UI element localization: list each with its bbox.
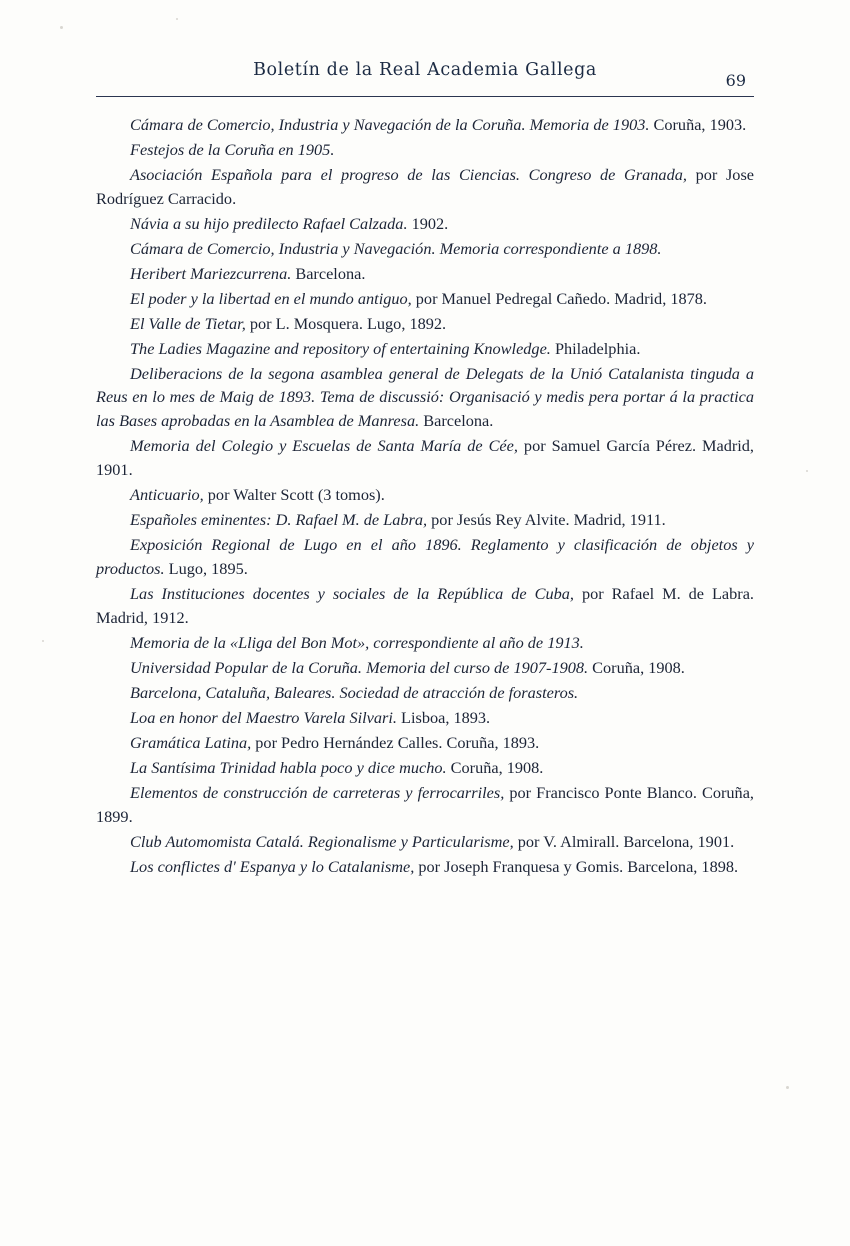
scan-speck (60, 26, 63, 29)
list-item (96, 434, 754, 482)
entry-title: Loa en honor del Maestro Varela Silvari. (130, 707, 397, 727)
entry-note: por Walter Scott (3 tomos). (203, 485, 385, 505)
entry-note: por L. Mosquera. Lugo, 1892. (245, 313, 447, 333)
list-item (96, 731, 754, 755)
entry-title: La Santísima Trinidad habla poco y dice mucho. (130, 757, 447, 777)
entry-note: por Pedro Hernández Calles. Coruña, 1893. (251, 732, 540, 752)
entry-title: Cámara de Comercio, Industria y Navegación. Memoria correspondiente a 1898. (130, 238, 662, 258)
list-item (96, 262, 754, 286)
entry-note: por Samuel García Pérez. Madrid, 1901. (96, 436, 754, 480)
list-item (96, 508, 754, 532)
entry-note: Lisboa, 1893. (396, 707, 491, 727)
entry-title: Memoria del Colegio y Escuelas de Santa María de Cée, (130, 436, 518, 456)
entry-title: Anticuario, (130, 485, 204, 505)
entry-title: El poder y la libertad en el mundo antiguo, (130, 288, 412, 308)
list-item (96, 533, 754, 581)
list-item (96, 631, 754, 655)
entry-note: 1902. (407, 213, 449, 233)
list-item (96, 483, 754, 507)
journal-title: Boletín de la Real Academia Gallega (253, 60, 597, 80)
entry-title: Españoles eminentes: D. Rafael M. de Labra, (130, 510, 428, 530)
entry-title: Návia a su hijo predilecto Rafael Calzada. (130, 213, 408, 233)
entry-title: Heribert Mariezcurrena. (130, 263, 292, 283)
list-item (96, 312, 754, 336)
list-item (96, 830, 754, 854)
scan-speck (806, 470, 808, 472)
entry-title: Elementos de construcción de carreteras y ferrocarriles, (130, 782, 505, 802)
list-item (96, 212, 754, 236)
page-number: 69 (725, 71, 746, 90)
list-item (96, 582, 754, 630)
list-item (96, 855, 754, 879)
entry-title: Memoria de la «Lliga del Bon Mot», correspondiente al año de 1913. (130, 633, 584, 653)
list-item (96, 362, 754, 434)
entry-note: Coruña, 1903. (649, 115, 747, 134)
entry-title: Cámara de Comercio, Industria y Navegación de la Coruña. Memoria de 1903. (130, 115, 650, 134)
entry-note: por Francisco Ponte Blanco. Coruña, 1899. (96, 782, 754, 826)
entry-note: Lugo, 1895. (164, 559, 248, 579)
entry-note: por V. Almirall. Barcelona, 1901. (513, 831, 735, 851)
list-item (96, 681, 754, 705)
list-item (96, 287, 754, 311)
entry-title: Universidad Popular de la Coruña. Memoria del curso de 1907-1908. (130, 657, 589, 677)
entry-title: Asociación Española para el progreso de las Ciencias. Congreso de Granada, (130, 164, 687, 184)
list-item (96, 138, 754, 162)
scan-speck (42, 640, 44, 642)
list-item (96, 237, 754, 261)
list-item (96, 163, 754, 211)
entry-title: Gramática Latina, (130, 732, 252, 752)
list-item (96, 113, 754, 137)
bibliography-list (96, 113, 754, 879)
entry-note: por Manuel Pedregal Cañedo. Madrid, 1878. (411, 288, 707, 308)
entry-title: Festejos de la Coruña en 1905. (130, 139, 335, 159)
entry-title: Los conflictes d' Espanya y lo Catalanisme, (130, 856, 415, 876)
list-item (96, 781, 754, 829)
entry-note: Philadelphia. (550, 338, 641, 358)
entry-note: por Joseph Franquesa y Gomis. Barcelona, 1898. (414, 856, 739, 876)
entry-note: por Rafael M. de Labra. Madrid, 1912. (96, 584, 755, 628)
page-header (96, 60, 754, 90)
entry-note: Coruña, 1908. (588, 657, 685, 677)
entry-title: The Ladies Magazine and repository of entertaining Knowledge. (130, 338, 551, 358)
list-item (96, 706, 754, 730)
entry-title: Barcelona, Cataluña, Baleares. Sociedad de atracción de forasteros. (130, 682, 579, 702)
list-item (96, 337, 754, 361)
entry-note: por Jesús Rey Alvite. Madrid, 1911. (427, 510, 666, 530)
scan-speck (786, 1086, 789, 1089)
entry-note: Barcelona. (419, 411, 494, 431)
entry-title: Deliberacions de la segona asamblea general de Delegats de la Unió Catalanista tinguda a Reus en lo mes de Maig de 1893. Tema de discussió: Organisació y medis pera portar á la practica las Bases aprobadas en la Asamblea de Manresa. (96, 363, 754, 431)
entry-note: por Jose Rodríguez Carracido. (96, 164, 755, 208)
entry-title: Exposición Regional de Lugo en el año 1896. Reglamento y clasificación de objetos y productos. (96, 535, 754, 579)
list-item (96, 656, 754, 680)
entry-title: Las Instituciones docentes y sociales de la República de Cuba, (130, 584, 574, 604)
entry-note: Coruña, 1908. (446, 757, 544, 777)
header-divider (96, 96, 754, 97)
entry-title: El Valle de Tietar, (130, 313, 246, 333)
list-item (96, 756, 754, 780)
entry-note: Barcelona. (291, 263, 366, 283)
scan-speck (176, 18, 178, 20)
entry-title: Club Automomista Catalá. Regionalisme y Particularisme, (130, 831, 514, 851)
